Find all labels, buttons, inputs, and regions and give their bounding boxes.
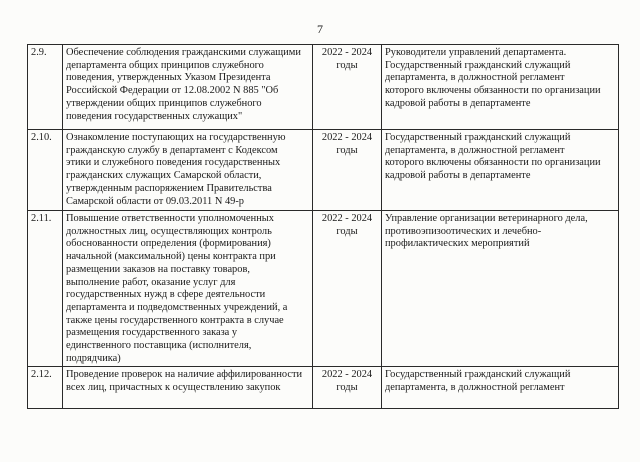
item-number: 2.10. bbox=[28, 130, 63, 211]
deadline: 2022 - 2024 годы bbox=[313, 367, 382, 409]
responsible: Управление организации ветеринарного дела, противоэпизоотических и лечебно- профилактических мероприятий bbox=[382, 211, 619, 367]
deadline: 2022 - 2024 годы bbox=[313, 45, 382, 130]
item-number: 2.9. bbox=[28, 45, 63, 130]
deadline: 2022 - 2024 годы bbox=[313, 211, 382, 367]
measure-description: Ознакомление поступающих на государственную гражданскую службу в департамент с Кодексом этики и служебного поведения государственных гражданских служащих Самарской области, утвержденным распоряжением Правительства Самарской области от 09.03.2011 N 49-р bbox=[63, 130, 313, 211]
table-row bbox=[28, 367, 619, 409]
responsible: Государственный гражданский служащий департамента, в должностной регламент которого включены обязанности по организации кадровой работы в департаменте bbox=[382, 130, 619, 211]
item-number: 2.12. bbox=[28, 367, 63, 409]
table-row bbox=[28, 211, 619, 367]
measure-description: Повышение ответственности уполномоченных должностных лиц, осуществляющих контроль обоснованности определения (формирования) начальной (максимальной) цены контракта при размещении заказов на поставку товаров, выполнение работ, оказание услуг для государственных нужд в сфере деятельности департамента и подведомственных учреждений, а также цены государственного контракта в случае размещения государственного заказа у единственного поставщика (исполнителя, подрядчика) bbox=[63, 211, 313, 367]
responsible: Руководители управлений департамента. Государственный гражданский служащий департамента, в должностной регламент которого включены обязанности по организации кадровой работы в департаменте bbox=[382, 45, 619, 130]
table-row bbox=[28, 130, 619, 211]
measure-description: Проведение проверок на наличие аффилированности всех лиц, причастных к осуществлению закупок bbox=[63, 367, 313, 409]
page-number: 7 bbox=[317, 22, 323, 36]
item-number: 2.11. bbox=[28, 211, 63, 367]
deadline: 2022 - 2024 годы bbox=[313, 130, 382, 211]
table-row bbox=[28, 45, 619, 130]
measures-table bbox=[27, 44, 619, 409]
responsible: Государственный гражданский служащий департамента, в должностной регламент bbox=[382, 367, 619, 409]
measure-description: Обеспечение соблюдения гражданскими служащими департамента общих принципов служебного поведения, утвержденных Указом Президента Российской Федерации от 12.08.2002 N 885 "Об утверждении общих принципов служебного поведения государственных служащих" bbox=[63, 45, 313, 130]
